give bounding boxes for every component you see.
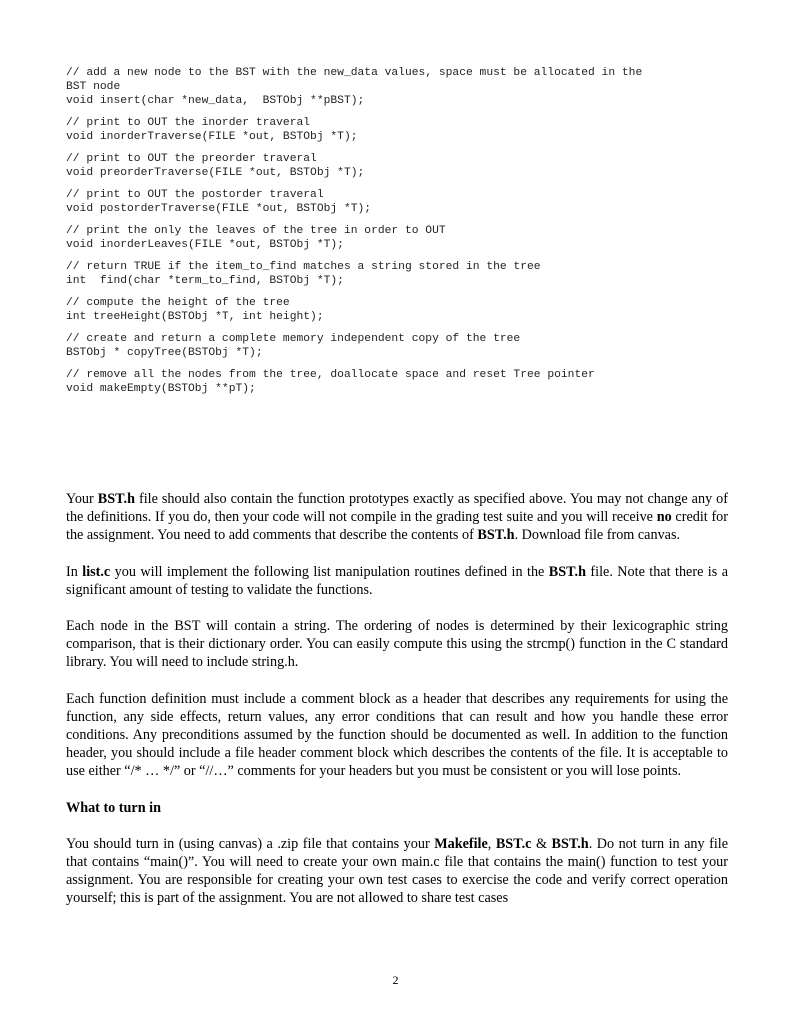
code-block <box>66 368 738 396</box>
code-line: BSTObj * copyTree(BSTObj *T); <box>66 347 263 359</box>
code-block <box>66 66 738 108</box>
code-line: BST node <box>66 81 121 93</box>
code-block <box>66 116 738 144</box>
code-block <box>66 296 738 324</box>
code-block <box>66 224 738 252</box>
paragraph-turn-in: You should turn in (using canvas) a .zip file that contains your Makefile, BST.c & BST.h. Do not turn in any file that contains “main()”. You will need to create your own main.c file that contains the main() function to test your assignment. You are responsible for creating your own test cases to exercise the code and verify correct operation yourself; this is part of the assignment. You are not allowed to share test cases <box>66 835 729 907</box>
code-line: // print to OUT the preorder traveral <box>66 153 317 165</box>
code-line: // compute the height of the tree <box>66 297 290 309</box>
code-listing <box>66 66 738 404</box>
code-line: // print to OUT the postorder traveral <box>66 189 324 201</box>
paragraph-bst-h: Your BST.h file should also contain the function prototypes exactly as specified above. You may not change any of the definitions. If you do, then your code will not compile in the grading test suite and you will receive no credit for the assignment. You need to add comments that describe the contents of BST.h. Download file from canvas. <box>66 491 728 544</box>
code-line: void inorderTraverse(FILE *out, BSTObj *T); <box>66 131 358 143</box>
code-block <box>66 188 738 216</box>
paragraph-node-ordering: Each node in the BST will contain a string. The ordering of nodes is determined by their lexicographic string comparison, that is their dictionary order. You can easily compute this using the strcmp() function in the C standard library. You will need to include string.h. <box>66 618 728 671</box>
paragraph-comment-requirements: Each function definition must include a comment block as a header that describes any requirements for using the function, any side effects, return values, any error conditions that can result and how you handle these error conditions. Any preconditions assumed by the function should be documented as well. In addition to the function header, you should include a file header comment block which describes the contents of the file. It is acceptable to use either “/* … */” or “//…” comments for your headers but you must be consistent or you will lose points. <box>66 690 728 780</box>
code-block <box>66 260 738 288</box>
code-line: void insert(char *new_data, BSTObj **pBST); <box>66 95 365 107</box>
code-line: // return TRUE if the item_to_find matches a string stored in the tree <box>66 261 541 273</box>
code-line: // print the only the leaves of the tree in order to OUT <box>66 225 446 237</box>
code-line: int find(char *term_to_find, BSTObj *T); <box>66 275 344 287</box>
code-line: void makeEmpty(BSTObj **pT); <box>66 383 256 395</box>
paragraph-list-c: In list.c you will implement the following list manipulation routines defined in the BST.h file. Note that there is a significant amount of testing to validate the functions. <box>66 563 728 598</box>
code-line: // add a new node to the BST with the new_data values, space must be allocated in the <box>66 67 643 79</box>
body-text <box>66 490 728 926</box>
code-block <box>66 152 738 180</box>
code-line: void postorderTraverse(FILE *out, BSTObj *T); <box>66 203 372 215</box>
code-block <box>66 332 738 360</box>
code-line: void preorderTraverse(FILE *out, BSTObj *T); <box>66 167 365 179</box>
section-heading: What to turn in <box>66 799 161 816</box>
code-line: // remove all the nodes from the tree, doallocate space and reset Tree pointer <box>66 369 595 381</box>
code-line: // print to OUT the inorder traveral <box>66 117 311 129</box>
code-line: // create and return a complete memory independent copy of the tree <box>66 333 521 345</box>
code-line: int treeHeight(BSTObj *T, int height); <box>66 311 324 323</box>
code-line: void inorderLeaves(FILE *out, BSTObj *T); <box>66 239 344 251</box>
page-number: 2 <box>392 973 399 987</box>
